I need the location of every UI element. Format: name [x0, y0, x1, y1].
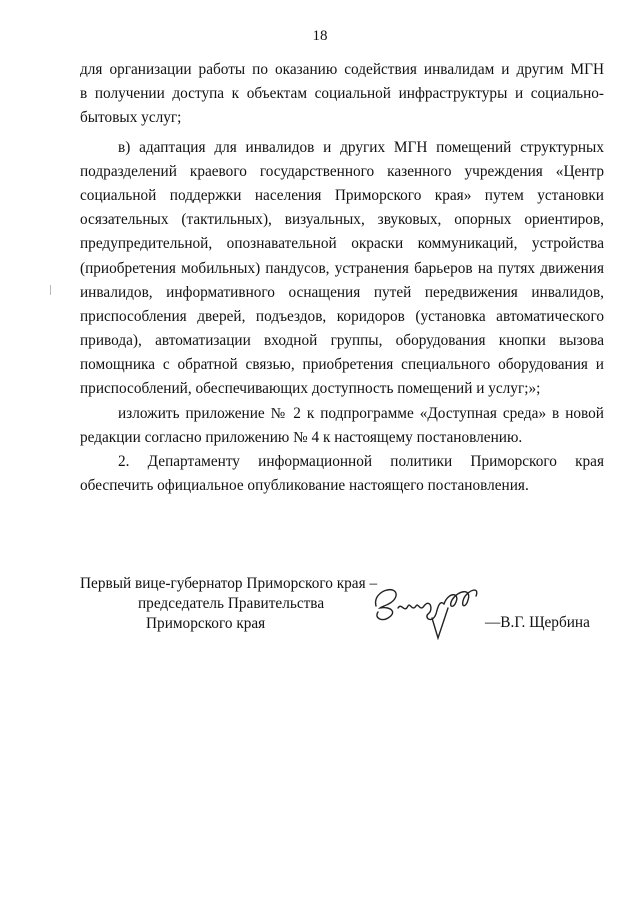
text-line: приспособлений, обеспечивающих доступность помещений и услуг;»;: [80, 380, 541, 398]
text-line: в) адаптация для инвалидов и других МГН помещений структурных: [118, 138, 604, 156]
text-line: редакции согласно приложению № 4 к настоящему постановлению.: [80, 428, 523, 446]
text-line: социальной поддержки населения Приморского края» путем установки: [80, 186, 604, 204]
text-line: подразделений краевого государственного казенного учреждения «Центр: [80, 162, 604, 180]
text-line: осязательных (тактильных), визуальных, звуковых, опорных ориентиров,: [80, 211, 604, 229]
signer-title-line: Первый вице-губернатор Приморского края –: [80, 575, 378, 592]
text-line: приспособления дверей, подъездов, коридоров (установка автоматического: [80, 307, 604, 325]
signer-title-line: председатель Правительства: [138, 595, 325, 612]
document-body: [80, 58, 604, 498]
handwritten-signature: [368, 578, 518, 648]
text-line: обеспечить официальное опубликование настоящего постановления.: [80, 477, 529, 495]
text-line: для организации работы по оказанию содействия инвалидам и другим МГН: [80, 61, 604, 78]
text-line: бытовых услуг;: [80, 109, 182, 127]
text-line: 2. Департаменту информационной политики Приморского края: [118, 453, 604, 470]
margin-mark: [50, 285, 51, 295]
text-line: (приобретения мобильных) пандусов, устранения барьеров на путях движения: [80, 259, 604, 277]
signer-title-line: Приморского края: [146, 615, 266, 632]
text-line: в получении доступа к объектам социальной инфраструктуры и социально-: [80, 85, 604, 103]
signer-name: —В.Г. Щербина: [485, 614, 590, 631]
text-line: инвалидов, информативного оснащения путей передвижения инвалидов,: [80, 283, 604, 301]
signature-title: [80, 574, 377, 634]
text-line: помощника с обратной связью, приобретения специального оборудования и: [80, 356, 604, 374]
page-number: 18: [312, 28, 328, 44]
text-line: предупредительной, опознавательной окраски коммуникаций, устройства: [80, 235, 604, 253]
text-line: изложить приложение № 2 к подпрограмме «Доступная среда» в новой: [118, 404, 604, 422]
text-line: привода), автоматизации входной группы, оборудования кнопки вызова: [80, 332, 604, 350]
